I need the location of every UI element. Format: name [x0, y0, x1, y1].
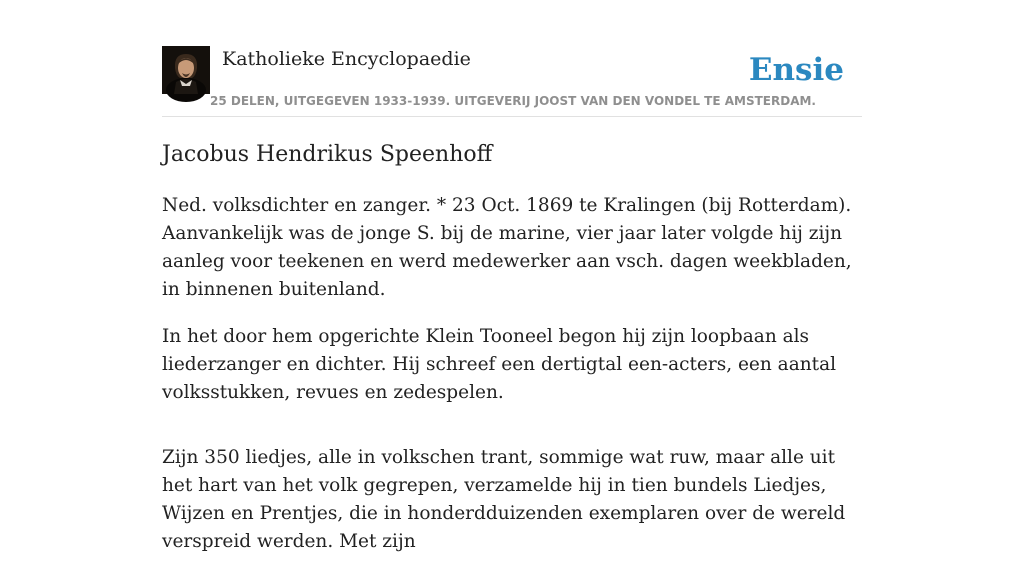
site-header: [162, 46, 862, 117]
article-body: [162, 192, 862, 575]
article-paragraph: In het door hem opgerichte Klein Tooneel begon hij zijn loopbaan als liederzanger en dichter. Hij schreef een dertigtal een-acters, een aantal volksstukken, revues en zedespelen.: [162, 326, 837, 403]
article-paragraph: Ned. volksdichter en zanger. * 23 Oct. 1869 te Kralingen (bij Rotterdam). Aanvankelijk was de jonge S. bij de marine, vier jaar later volgde hij zijn aanleg voor teekenen en werd medewerker aan vsch. dagen weekbladen, in binnenen buitenland.: [162, 195, 852, 300]
article-paragraph: Zijn 350 liedjes, alle in volkschen trant, sommige wat ruw, maar alle uit het hart van het volk gegrepen, verzamelde hij in tien bundels Liedjes, Wijzen en Prentjes, die in honderdduizenden exemplaren over de wereld verspreid werden. Met zijn: [162, 447, 846, 552]
site-subtitle: 25 DELEN, UITGEGEVEN 1933-1939. UITGEVERIJ JOOST VAN DEN VONDEL TE AMSTERDAM.: [210, 94, 816, 108]
portrait-icon: [162, 46, 210, 94]
avatar[interactable]: [162, 46, 210, 94]
page-title: Jacobus Hendrikus Speenhoff: [162, 142, 493, 167]
brand-logo[interactable]: Ensie: [748, 52, 844, 88]
site-title[interactable]: Katholieke Encyclopaedie: [222, 48, 471, 70]
